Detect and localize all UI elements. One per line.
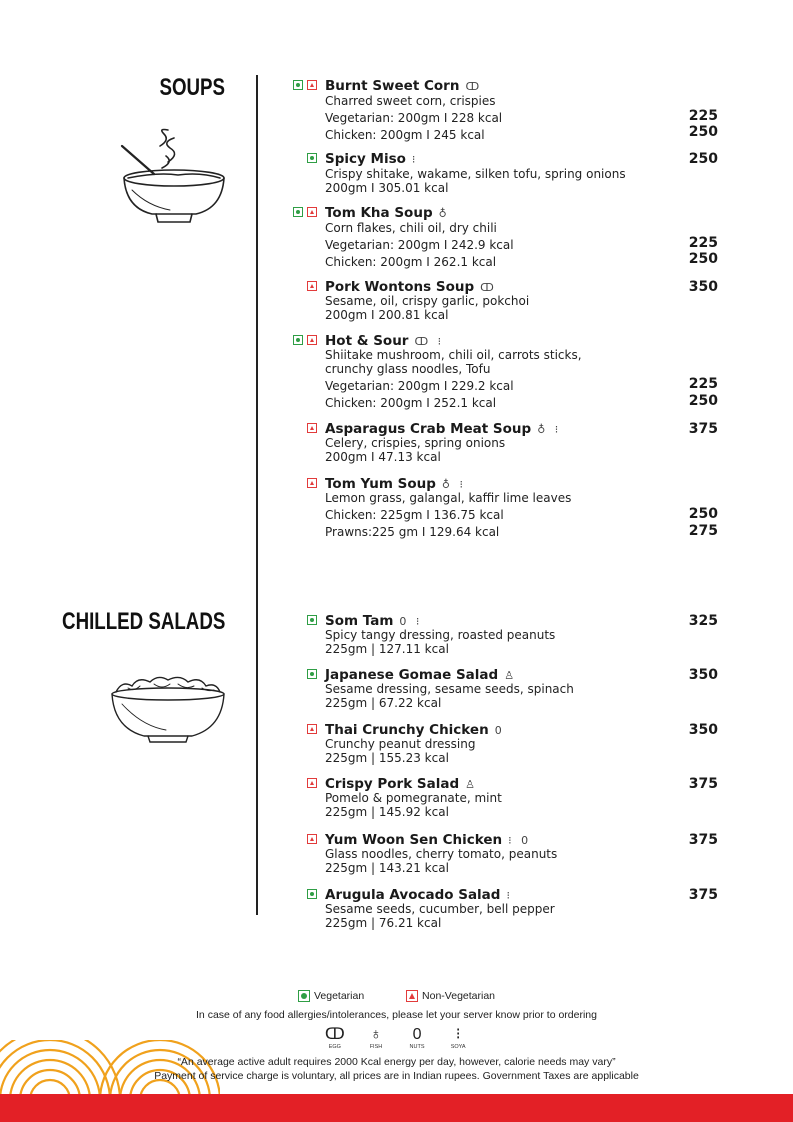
egg-icon: ↀ	[465, 80, 483, 93]
salad-bowl-icon	[108, 674, 228, 746]
sesame-icon: ♙	[504, 669, 518, 682]
item-price: 375	[688, 832, 718, 848]
footer-bar	[0, 1094, 793, 1122]
item-price: 325	[688, 613, 718, 629]
veg-legend-label: Vegetarian	[313, 990, 365, 1002]
nonveg-icon	[307, 834, 317, 844]
item-name: Pork Wontons Soup ↀ	[325, 279, 497, 295]
item-description: crunchy glass noodles, Tofu	[325, 362, 491, 376]
veg-icon	[307, 615, 317, 625]
item-price: 375	[688, 776, 718, 792]
item-portion: Vegetarian: 200gm I 229.2 kcal	[325, 379, 514, 393]
item-name: Spicy Miso ⁝	[325, 151, 419, 167]
nonveg-icon	[307, 281, 317, 291]
item-name: Asparagus Crab Meat Soup ♁ ⁝	[325, 421, 562, 437]
veg-icon	[293, 80, 303, 90]
item-name: Crispy Pork Salad ♙	[325, 776, 479, 792]
veg-icon	[307, 153, 317, 163]
nonveg-icon	[307, 778, 317, 788]
item-description: Celery, crispies, spring onions	[325, 436, 506, 450]
item-portion: Chicken: 200gm I 245 kcal	[325, 128, 485, 142]
item-name: Arugula Avocado Salad ⁝	[325, 887, 513, 903]
diet-legend	[0, 990, 793, 1002]
soya-icon: ⁝	[506, 889, 513, 902]
allergen-egg: ↀ EGG	[317, 1026, 353, 1050]
fish-icon: ♁	[369, 1026, 382, 1043]
item-price: 225	[688, 108, 718, 124]
diet-marks	[290, 207, 320, 219]
item-description: Crispy shitake, wakame, silken tofu, spring onions	[325, 167, 626, 181]
veg-legend-icon	[298, 990, 310, 1002]
item-portion: 200gm I 200.81 kcal	[325, 308, 449, 322]
nonveg-legend-label: Non-Vegetarian	[422, 990, 496, 1002]
item-description: Corn flakes, chili oil, dry chili	[325, 221, 497, 235]
nonveg-icon	[307, 80, 317, 90]
item-portion: Vegetarian: 200gm I 228 kcal	[325, 111, 503, 125]
allergen-soya: ⁝ SOYA	[440, 1026, 476, 1050]
item-portion: Vegetarian: 200gm I 242.9 kcal	[325, 238, 514, 252]
nuts-icon: 0	[412, 1026, 422, 1043]
item-name: Tom Yum Soup ♁ ⁝	[325, 476, 466, 492]
diet-marks	[290, 335, 320, 347]
item-price: 250	[688, 124, 718, 140]
allergy-note: In case of any food allergies/intolerances, please let your server know prior to ordering	[196, 1009, 597, 1021]
item-portion: 200gm I 305.01 kcal	[325, 181, 449, 195]
fish-soya-icon: ♁ ⁝	[441, 478, 466, 491]
item-description: Crunchy peanut dressing	[325, 737, 476, 751]
nonveg-icon	[307, 423, 317, 433]
diet-marks	[290, 281, 320, 293]
item-portion: Chicken: 200gm I 262.1 kcal	[325, 255, 497, 269]
diet-marks	[290, 724, 320, 736]
nonveg-legend-icon	[406, 990, 418, 1002]
diet-marks	[290, 615, 320, 627]
item-price: 350	[688, 667, 718, 683]
diet-marks	[290, 778, 320, 790]
service-charge-note: Payment of service charge is voluntary, all prices are in Indian rupees. Government Taxes are applicable	[154, 1070, 639, 1082]
item-portion: Chicken: 225gm I 136.75 kcal	[325, 508, 504, 522]
item-portion: 225gm | 143.21 kcal	[325, 861, 449, 875]
item-price: 225	[688, 376, 718, 392]
item-price: 350	[688, 722, 718, 738]
nuts-soya-icon: 0 ⁝	[399, 615, 423, 628]
nonveg-icon	[307, 724, 317, 734]
diet-marks	[290, 889, 320, 901]
diet-marks	[290, 423, 320, 435]
veg-icon	[307, 889, 317, 899]
item-description: Shiitake mushroom, chili oil, carrots sticks,	[325, 348, 582, 362]
item-portion: 200gm I 47.13 kcal	[325, 450, 441, 464]
item-name: Japanese Gomae Salad ♙	[325, 667, 518, 683]
item-portion: 225gm | 67.22 kcal	[325, 696, 442, 710]
diet-marks	[290, 834, 320, 846]
item-price: 250	[688, 151, 718, 167]
item-description: Sesame dressing, sesame seeds, spinach	[325, 682, 574, 696]
energy-note: “An average active adult requires 2000 Kcal energy per day, however, calorie needs may vary”	[177, 1056, 616, 1068]
diet-marks	[290, 153, 320, 165]
item-portion: Prawns:225 gm I 129.64 kcal	[325, 525, 500, 539]
item-portion: 225gm | 76.21 kcal	[325, 916, 442, 930]
item-name: Burnt Sweet Corn ↀ	[325, 78, 483, 94]
fish-icon: ♁	[438, 207, 450, 220]
soya-nuts-icon: ⁝ 0	[508, 834, 532, 847]
item-description: Glass noodles, cherry tomato, peanuts	[325, 847, 558, 861]
item-portion: 225gm | 127.11 kcal	[325, 642, 449, 656]
sesame-icon: ♙	[465, 778, 479, 791]
item-name: Yum Woon Sen Chicken ⁝ 0	[325, 832, 532, 848]
nonveg-icon	[307, 335, 317, 345]
item-portion: 225gm | 155.23 kcal	[325, 751, 449, 765]
vertical-divider	[256, 75, 258, 915]
nonveg-icon	[307, 478, 317, 488]
diet-marks	[290, 669, 320, 681]
item-price: 375	[688, 887, 718, 903]
veg-icon	[293, 335, 303, 345]
item-price: 375	[688, 421, 718, 437]
egg-icon: ↀ	[324, 1026, 345, 1043]
nuts-icon: 0	[494, 724, 505, 737]
item-price: 275	[688, 523, 718, 539]
egg-soya-icon: ↀ ⁝	[414, 335, 445, 348]
soya-icon: ⁝	[411, 153, 419, 166]
item-portion: 225gm | 145.92 kcal	[325, 805, 449, 819]
item-description: Pomelo & pomegranate, mint	[325, 791, 502, 805]
egg-icon: ↀ	[480, 281, 497, 294]
item-description: Sesame, oil, crispy garlic, pokchoi	[325, 294, 530, 308]
section-title-chilled-salads: CHILLED SALADS	[61, 608, 225, 635]
item-description: Lemon grass, galangal, kaffir lime leaves	[325, 491, 572, 505]
allergen-nuts: 0 NUTS	[399, 1026, 435, 1050]
item-name: Tom Kha Soup ♁	[325, 205, 450, 221]
item-price: 225	[688, 235, 718, 251]
item-price: 350	[688, 279, 718, 295]
item-name: Hot & Sour ↀ ⁝	[325, 333, 445, 349]
item-description: Spicy tangy dressing, roasted peanuts	[325, 628, 556, 642]
item-description: Sesame seeds, cucumber, bell pepper	[325, 902, 555, 916]
diet-marks	[290, 80, 320, 92]
nonveg-icon	[307, 207, 317, 217]
fish-soya-icon: ♁ ⁝	[537, 423, 562, 436]
allergen-fish: ♁ FISH	[358, 1026, 394, 1050]
veg-icon	[293, 207, 303, 217]
section-title-soups: SOUPS	[159, 74, 225, 101]
item-price: 250	[688, 506, 718, 522]
soup-bowl-icon	[118, 128, 230, 226]
item-price: 250	[688, 251, 718, 267]
item-description: Charred sweet corn, crispies	[325, 94, 496, 108]
item-name: Thai Crunchy Chicken 0	[325, 722, 505, 738]
item-portion: Chicken: 200gm I 252.1 kcal	[325, 396, 497, 410]
item-name: Som Tam 0 ⁝	[325, 613, 423, 629]
diet-marks	[290, 478, 320, 490]
item-price: 250	[688, 393, 718, 409]
soya-icon: ⁝	[455, 1026, 461, 1043]
veg-icon	[307, 669, 317, 679]
